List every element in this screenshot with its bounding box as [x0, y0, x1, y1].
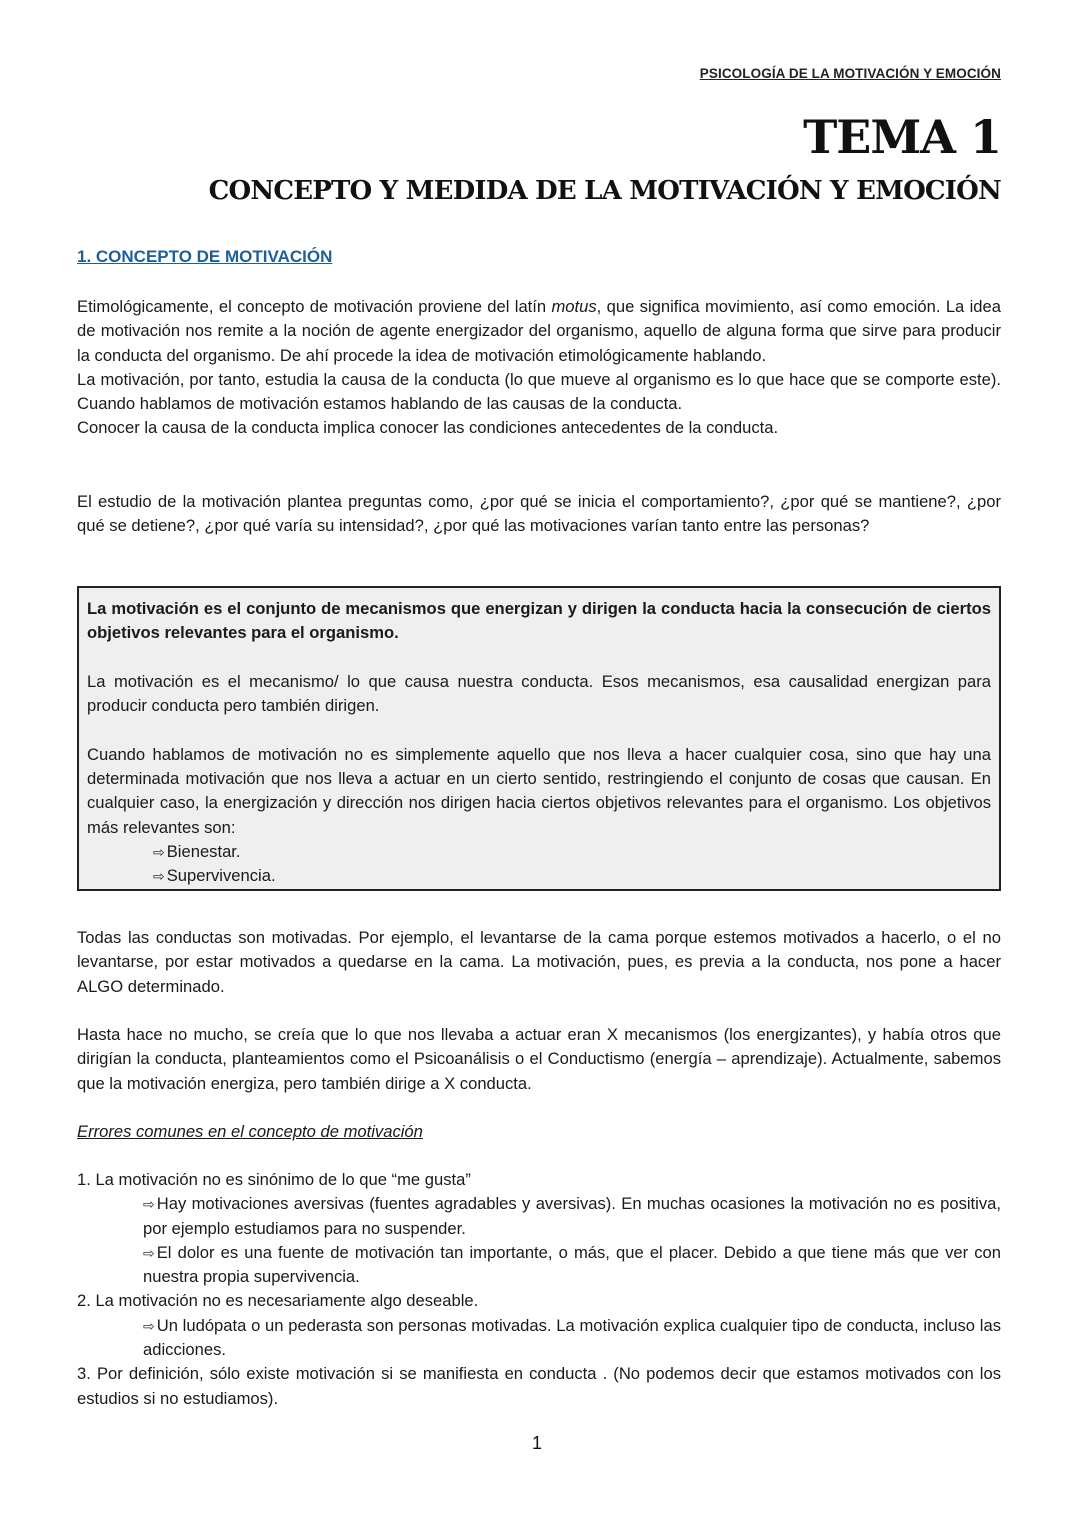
paragraph-antecedents: Conocer la causa de la conducta implica conocer las condiciones antecedentes de la conducta. [77, 418, 779, 438]
italic-term: motus [551, 297, 597, 316]
arrow-right-icon: ⇨ [143, 1244, 155, 1261]
subitem-text: Un ludópata o un pederasta son personas motivadas. La motivación explica cualquier tipo de conducta, incluso las adicciones. [143, 1315, 1001, 1360]
paragraph-cause: La motivación, por tanto, estudia la causa de la conducta (lo que mueve al organismo es lo que hace que se comporte este). Cuando hablamos de motivación estamos hablando de las causas de la conducta. [77, 369, 1001, 414]
text: , que significa movimiento, así como emoción. La idea de motivación nos remite a la noción de agente energizador del organismo, aquello de alguna forma que sirve para producir la conducta del organismo. De ahí procede la idea de motivación etimológicamente hablando. [77, 297, 1001, 365]
intro-paragraphs [77, 295, 1001, 441]
error-item-2: 2. La motivación no es necesariamente algo deseable. [77, 1291, 479, 1311]
error-item-3: 3. Por definición, sólo existe motivación si se manifiesta en conducta . (No podemos decir que estamos motivados con los estudios si no estudiamos). [77, 1364, 1001, 1408]
arrow-right-icon: ⇨ [143, 1196, 155, 1213]
paragraph-questions: El estudio de la motivación plantea preguntas como, ¿por qué se inicia el comportamiento?, ¿por qué se mantiene?, ¿por qué se detiene?, ¿por qué varía su intensidad?, ¿por qué las motivaciones varían tanto entre las personas? [77, 492, 1001, 536]
definition-box [77, 586, 1001, 891]
error-item-1: 1. La motivación no es sinónimo de lo que “me gusta” [77, 1170, 471, 1189]
definition-text: La motivación es el conjunto de mecanismos que energizan y dirigen la conducta hacia la consecución de ciertos objetivos relevantes para el organismo. [87, 599, 991, 643]
page-number: 1 [532, 1433, 543, 1453]
running-header: PSICOLOGÍA DE LA MOTIVACIÓN Y EMOCIÓN [699, 66, 1001, 81]
text: Etimológicamente, el concepto de motivación proviene del latín [77, 297, 552, 316]
box-paragraph-2: Cuando hablamos de motivación no es simplemente aquello que nos lleva a hacer cualquier cosa, sino que hay una determinada motivación que nos lleva a actuar en un cierto sentido, restringiendo el conjunto de cosas que causan. En cualquier caso, la energización y dirección nos dirigen hacia ciertos objetivos relevantes para el organismo. Los objetivos más relevantes son: [87, 744, 991, 837]
arrow-right-icon: ⇨ [143, 1317, 155, 1334]
error-subitem [77, 1314, 1001, 1363]
paragraph-all-motivated: Todas las conductas son motivadas. Por ejemplo, el levantarse de la cama porque estemos motivados a hacerlo, o el no levantarse, por estar motivados a quedarse en la cama. La motivación, pues, es previa a la conducta, nos pone a hacer ALGO determinado. [77, 928, 1001, 996]
box-paragraph-1: La motivación es el mecanismo/ lo que causa nuestra conducta. Esos mecanismos, esa causalidad energizan para producir conducta pero también dirigen. [87, 671, 991, 716]
bullet-item [87, 840, 991, 864]
errores-list [77, 1168, 1001, 1411]
arrow-right-icon: ⇨ [153, 868, 165, 885]
error-subitem [77, 1192, 1001, 1241]
subitem-text: Hay motivaciones aversivas (fuentes agradables y aversivas). En muchas ocasiones la motivación no es positiva, por ejemplo estudiamos para no suspender. [143, 1194, 1001, 1238]
arrow-right-icon: ⇨ [153, 843, 165, 860]
bullet-item [87, 864, 991, 888]
error-subitem [77, 1241, 1001, 1290]
errores-heading [77, 1120, 1001, 1144]
bullet-text: Supervivencia. [166, 866, 276, 886]
bullet-text: Bienestar. [166, 841, 241, 861]
paragraph-history: Hasta hace no mucho, se creía que lo que nos llevaba a actuar eran X mecanismos (los energizantes), y había otros que dirigían la conducta, planteamientos como el Psicoanálisis o el Conductismo (energía – aprendizaje). Actualmente, sabemos que la motivación energiza, pero también dirige a X conducta. [77, 1025, 1001, 1093]
subsection-heading: Errores comunes en el concepto de motivación [77, 1122, 423, 1141]
chapter-title: CONCEPTO Y MEDIDA DE LA MOTIVACIÓN Y EMOCIÓN [208, 176, 1001, 206]
paragraph-etymology [77, 295, 1001, 368]
chapter-number: TEMA 1 [803, 110, 1001, 164]
subitem-text: El dolor es una fuente de motivación tan importante, o más, que el placer. Debido a que tiene más que ver con nuestra propia supervivencia. [143, 1242, 1001, 1287]
section-heading: 1. CONCEPTO DE MOTIVACIÓN [77, 247, 333, 266]
